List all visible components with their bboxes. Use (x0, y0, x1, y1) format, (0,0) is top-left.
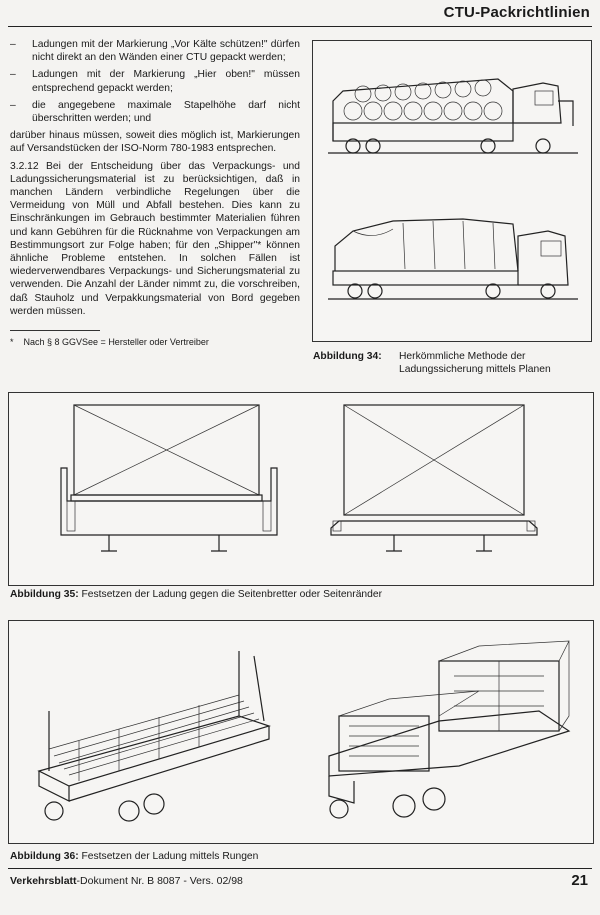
trailer-with-logs-illustration (39, 651, 269, 821)
figure-34-tarpaulin-trucks (312, 40, 592, 342)
header-rule (8, 26, 592, 27)
figure-36-caption (10, 850, 258, 863)
page-number: 21 (571, 872, 588, 889)
footnote (10, 336, 300, 349)
figure-35-caption-text: Festsetzen der Ladung gegen die Seitenbretter oder Seitenränder (81, 589, 383, 600)
figure-36-stakes (8, 620, 594, 844)
figure-34-label: Abbildung 34: (313, 351, 382, 362)
footnote-rule (10, 330, 100, 331)
cargo-against-side-boards-illustration (61, 405, 277, 551)
footer-document-info: -Dokument Nr. B 8087 - Vers. 02/98 (76, 875, 243, 887)
bullet-dash: – (10, 69, 16, 81)
bullet-item (10, 68, 300, 94)
bullet-dash: – (10, 99, 16, 111)
figure-34-caption (313, 350, 593, 376)
bullet-item (10, 99, 300, 125)
paragraph-markings: darüber hinaus müssen, soweit dies möglich ist, Markierungen auf Versandstücken der ISO-Norm 780-1983 entsprechen. (10, 130, 300, 155)
figure-35-drawing (9, 393, 593, 585)
footer-rule (8, 868, 592, 869)
figure-35-label: Abbildung 35: (10, 589, 79, 600)
figure-36-caption-text: Festsetzen der Ladung mittels Rungen (81, 851, 259, 862)
left-text-column (10, 38, 300, 349)
footnote-mark: * (10, 337, 14, 348)
figure-36-label: Abbildung 36: (10, 851, 79, 862)
bullet-text: die angegebene maximale Stapelhöhe darf nicht überschritten werden; und (32, 99, 300, 125)
bullet-item (10, 38, 300, 64)
figure-36-drawing (9, 621, 593, 843)
trailer-with-packages-illustration (329, 641, 569, 818)
figure-35-side-boards (8, 392, 594, 586)
bullet-dash: – (10, 39, 16, 50)
footnote-text: Nach § 8 GGVSee = Hersteller oder Vertreiber (23, 337, 209, 348)
truck-with-tarpaulin-illustration (328, 219, 578, 299)
figure-34-drawing (313, 41, 591, 341)
bullet-text: Ladungen mit der Markierung „Hier oben!" müssen entsprechend gepackt werden; (32, 69, 300, 94)
cargo-against-side-edges-illustration (331, 405, 537, 551)
bullet-text: Ladungen mit der Markierung „Vor Kälte schützen!" dürfen nicht direkt an den Wänden einer CTU gepackt werden; (32, 39, 300, 64)
footer-brand: Verkehrsblatt (10, 875, 77, 887)
truck-with-rolls-illustration (328, 79, 578, 153)
page-header-title: CTU-Packrichtlinien (443, 4, 590, 21)
paragraph-3-2-12: 3.2.12 Bei der Entscheidung über das Verpackungs- und Ladungssicherungsmaterial ist zu berücksichtigen, daß in manchen Ländern verbindliche Regelungen über die Vermeidung von Müll und Abfall bestehen. Dies kann zu Einschränkungen im Gebrauch bestimmter Materialien führen und kann Gebühren für die Rücknahme von Verpackungen am Bestimmungsort zur Folge haben; für den „Shipper"* können ähnliche Probleme entstehen. In solchen Fällen ist wiederverwendbares Verpackungs- und Sicherungsmaterial zu verwenden. Die Anzahl der Länder nimmt zu, die vorschreiben, daß Stauholz und Verpakkungsmaterial von Bord gegeben werden müssen. (10, 160, 300, 317)
page-footer (10, 875, 243, 887)
figure-35-caption (10, 588, 382, 601)
figure-34-caption-text: Herkömmliche Methode der Ladungssicherung mittels Planen (399, 351, 551, 375)
